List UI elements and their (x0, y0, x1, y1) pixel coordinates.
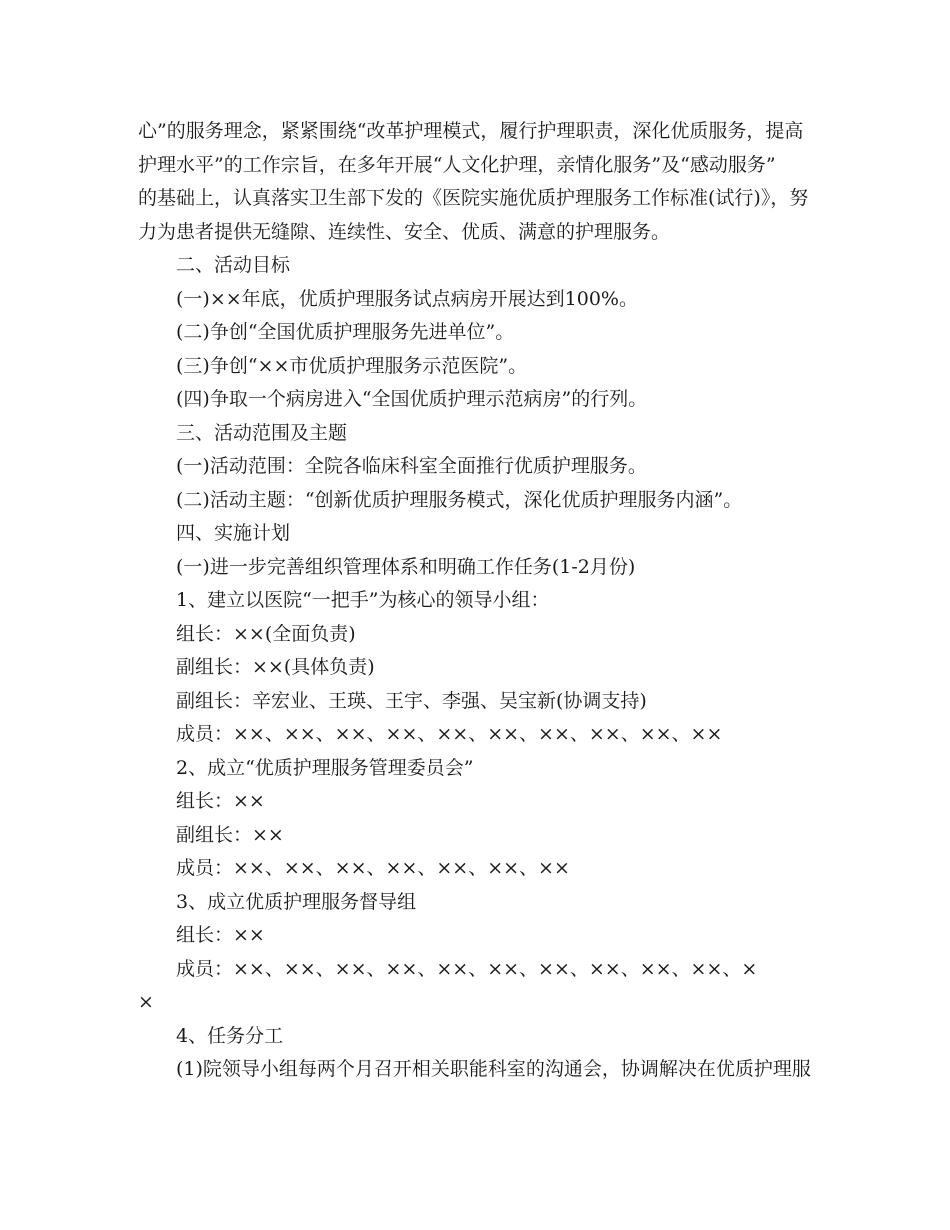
list-item: 成员：××、××、××、××、××、××、×× (176, 857, 570, 879)
list-item: 4、任务分工 (176, 1024, 284, 1047)
list-item: 副组长：××(具体负责) (176, 656, 375, 678)
goal-item: (四)争取一个病房进入“全国优质护理示范病房”的行列。 (176, 388, 648, 410)
intro-paragraph (138, 115, 822, 249)
scope-item: (一)活动范围：全院各临床科室全面推行优质护理服务。 (176, 455, 647, 477)
section-heading-plan: 四、实施计划 (176, 522, 291, 544)
list-item: 副组长：辛宏业、王瑛、王宇、李强、吴宝新(协调支持) (176, 689, 647, 712)
list-item: 组长：×× (176, 924, 265, 946)
plan-subheading: (一)进一步完善组织管理体系和明确工作任务(1-2月份) (176, 555, 636, 578)
section-heading-goals: 二、活动目标 (176, 254, 291, 276)
section-heading-scope: 三、活动范围及主题 (176, 421, 348, 444)
intro-line: 心”的服务理念，紧紧围绕“改革护理模式，履行护理职责，深化优质服务，提高 (138, 120, 804, 142)
list-item: 2、成立“优质护理服务管理委员会” (176, 756, 474, 779)
list-item: 3、成立优质护理服务督导组 (176, 890, 417, 913)
intro-line: 护理水平”的工作宗旨，在多年开展“人文化护理，亲情化服务”及“感动服务” (138, 153, 776, 176)
document-body (138, 115, 822, 1087)
list-item: 1、建立以医院“一把手”为核心的领导小组： (176, 589, 550, 611)
goal-item: (二)争创“全国优质护理服务先进单位”。 (176, 321, 515, 343)
goal-item: (三)争创“××市优质护理服务示范医院”。 (176, 354, 528, 377)
theme-item: (二)活动主题：“创新优质护理服务模式，深化优质护理服务内涵”。 (176, 488, 743, 511)
members-line: 成员：××、××、××、××、××、××、××、××、××、××、× (176, 957, 758, 980)
goal-item: (一)××年底，优质护理服务试点病房开展达到100%。 (176, 287, 638, 310)
list-item: (1)院领导小组每两个月召开相关职能科室的沟通会，协调解决在优质护理服 (176, 1058, 811, 1080)
list-item: 成员：××、××、××、××、××、××、××、××、××、×× (176, 723, 723, 745)
intro-line: 力为患者提供无缝隙、连续性、安全、优质、满意的护理服务。 (138, 220, 671, 243)
list-item: 副组长：×× (176, 823, 284, 846)
intro-line: 的基础上，认真落实卫生部下发的《医院实施优质护理服务工作标准(试行)》，努 (138, 187, 809, 209)
list-item: 组长：××(全面负责) (176, 622, 356, 645)
list-item: 组长：×× (176, 790, 265, 812)
members-line: × (138, 991, 154, 1013)
members-paragraph (138, 953, 822, 1020)
